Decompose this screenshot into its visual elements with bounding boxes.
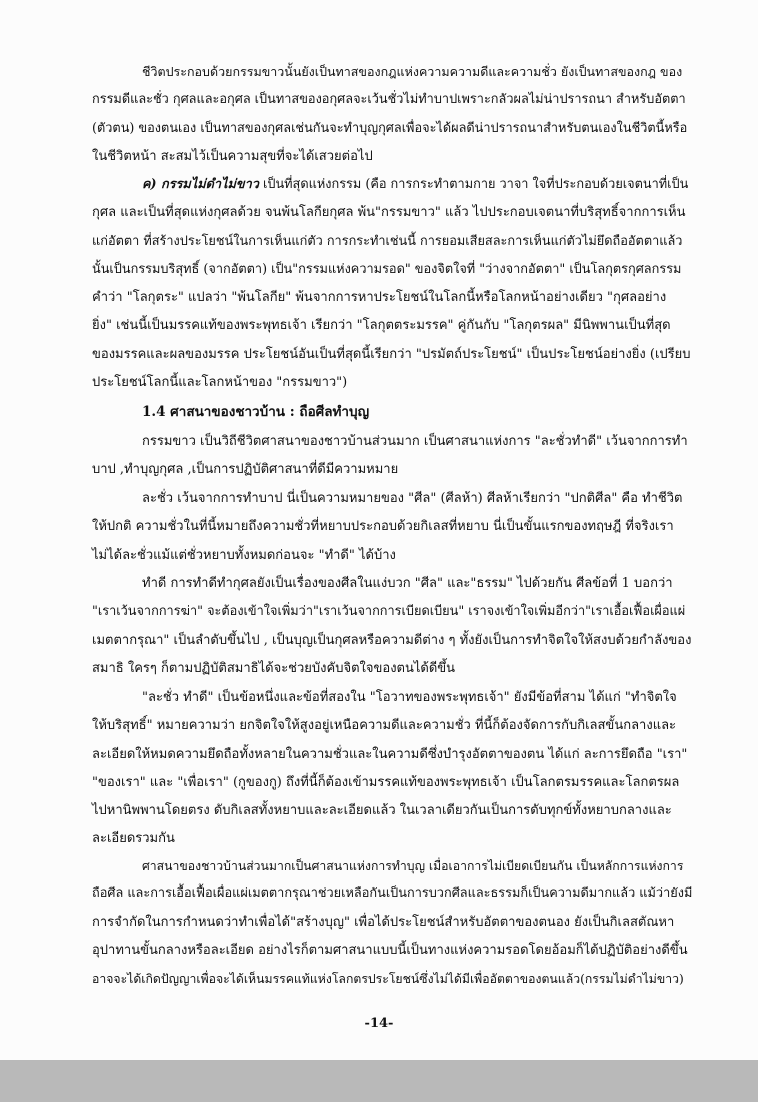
paragraph-2 [92, 171, 692, 397]
text-line: กรรมขาว เป็นวิถีชีวิตศาสนาของชาวบ้านส่วนมาก เป็นศาสนาแห่งการ "ละชั่วทำดี" เว้นจากการทำ [142, 434, 688, 449]
text-line: ให้ปกติ ความชั่วในที่นี้หมายถึงความชั่วที่หยาบประกอบด้วยกิเลสที่หยาบ นี่เป็นขั้นแรกของทฤษฎี ที่จริงเรา [92, 519, 674, 535]
text-line: ทำดี การทำดีทำกุศลยังเป็นเรื่องของศีลในแง่บวก "ศีล" และ"ธรรม" ไปด้วยกัน ศีลข้อที่ 1 บอกว่า [142, 576, 673, 591]
text-line: นั้นเป็นกรรมบริสุทธิ์ (จากอัตตา) เป็น"กรรมแห่งความรอด" ของจิตใจที่ "ว่างจากอัตตา" เป็นโลกุตรกุศลกรรม [92, 261, 682, 277]
paragraph-6 [92, 684, 692, 854]
text-line: ถือศีล และการเอื้อเฟื้อเผื่อแผ่เมตตากรุณาช่วยเหลือกันเป็นการบวกศีลและธรรมก็เป็นความดีมากแล้ว แม้ว่ายังมี [92, 886, 693, 902]
text-line: "ละชั่ว ทำดี" เป็นข้อหนึ่งและข้อที่สองใน "โอวาทของพระพุทธเจ้า" ยังมีข้อที่สาม ได้แก่ "ทำจิตใจ [142, 690, 677, 705]
text-line: ของมรรคและผลของมรรค ประโยชน์อันเป็นที่สุดนี้เรียกว่า "ปรมัตถ์ประโยชน์" เป็นประโยชน์อย่างยิ่ง (เปรียบ [92, 346, 691, 362]
text-line: "ของเรา" และ "เพื่อเรา" (กูของกู) ถึงที่นี้ก็ต้องเข้ามรรคแท้ของพระพุทธเจ้า เป็นโลกตรมรรคและโลกตรผล [92, 774, 680, 790]
text-line: ละชั่ว เว้นจากการทำบาป นี่เป็นความหมายของ "ศีล" (ศีลห้า) ศีลห้าเรียกว่า "ปกติศีล" คือ ทำชีวิต [142, 491, 683, 506]
scan-border [0, 1060, 758, 1102]
text-line: เป็นที่สุดแห่งกรรม (คือ การกระทำตามกาย วาจา ใจที่ประกอบด้วยเจตนาที่เป็น [258, 177, 689, 192]
text-line: อาจจะได้เกิดปัญญาเพื่อจะได้เห็นมรรคแท้แห่งโลกตรประโยชน์ซึ่งไม่ได้มีเพื่ออัตตาของตนแล้ว(กรรมไม่ดำไม่ขาว) [92, 972, 684, 987]
text-line: แก่อัตตา ที่สร้างประโยชน์ในการเห็นแก่ตัว การกระทำเช่นนี้ การยอมเสียสละการเห็นแก่ตัวไม่ยึดถืออัตตาแล้ว [92, 233, 683, 249]
text-line: คำว่า "โลกุตระ" แปลว่า "พ้นโลกีย" พ้นจากการหาประโยชน์ในโลกนี้หรือโลกหน้าอย่างเดียว "กุศลอย่าง [92, 290, 667, 306]
text-line: กรรมดีและชั่ว กุศลและอกุศล เป็นทาสของอกุศลจะเว้นชั่วไม่ทำบาปเพราะกลัวผลไม่น่าปรารถนา สำหรับอัตตา [92, 92, 686, 108]
text-line: (ตัวตน) ของตนเอง เป็นทาสของกุศลเช่นกันจะทำบุญกุศลเพื่อจะได้ผลดีน่าปรารถนาสำหรับตนเองในชีวิตนี้หรือ [92, 120, 688, 136]
text-line: เมตตากรุณา" เป็นลำดับขึ้นไป , เป็นบุญเป็นกุศลหรือความดีต่าง ๆ ทั้งยังเป็นการทำจิตใจให้สงบด้วยกำลังของ [92, 632, 692, 648]
text-line: ศาสนาของชาวบ้านส่วนมากเป็นศาสนาแห่งการทำบุญ เมื่อเอาการไม่เบียดเบียนกัน เป็นหลักการแห่งการ [142, 859, 684, 873]
text-line: ละเอียดรวมกัน [92, 831, 175, 847]
text-line: ชีวิตประกอบด้วยกรรมขาวนั้นยังเป็นทาสของกฎแห่งความความดีและความชั่ว ยังเป็นทาสของกฎ ของ [142, 64, 683, 79]
text-line: ในชีวิตหน้า สะสมไว้เป็นความสุขที่จะได้เสวยต่อไป [92, 148, 373, 164]
section-lead-text: ค) กรรมไม่ดำไม่ขาว [142, 177, 259, 192]
text-line: อุปาทานขั้นกลางหรือละเอียด อย่างไรก็ตามศาสนาแบบนี้เป็นทางแห่งความรอดโดยอ้อมก็ได้ปฏิบัติอย่างดีขึ้น [92, 942, 688, 958]
text-line: บาป ,ทำบุญกุศล ,เป็นการปฏิบัติศาสนาที่ดีมีความหมาย [92, 462, 399, 478]
paragraph-7 [92, 852, 692, 993]
paragraph-1 [92, 58, 692, 171]
page-number: -14- [364, 1016, 394, 1031]
text-line: ให้บริสุทธิ์" หมายความว่า ยกจิตใจให้สูงอยู่เหนือความดีและความชั่ว ที่นี้ก็ต้องจัดการกับกิเลสขั้นกลางและ [92, 718, 677, 734]
text-line: สมาธิ ใครๆ ก็ตามปฏิบัติสมาธิได้จะช่วยบังคับจิตใจของตนได้ดีขึ้น [92, 660, 456, 676]
text-line: กุศล และเป็นที่สุดแห่งกุศลด้วย จนพ้นโลกียกุศล พ้น"กรรมขาว" แล้ว ไปประกอบเจตนาที่บริสุทธิ์จากการเห็น [92, 205, 686, 221]
paragraph-4 [92, 485, 692, 570]
text-line: ไม่ได้ละชั่วแม้แต่ชั่วหยาบทั้งหมดก่อนจะ "ทำดี" ได้บ้าง [92, 547, 396, 563]
text-line: การจำกัดในการกำหนดว่าทำเพื่อได้"สร้างบุญ" เพื่อได้ประโยชน์สำหรับอัตตาของตนอง ยังเป็นกิเลสตัณหา [92, 914, 675, 930]
paragraph-3 [92, 428, 692, 485]
text-line: ประโยชน์โลกนี้และโลกหน้าของ "กรรมขาว") [92, 375, 348, 391]
paragraph-5 [92, 570, 692, 683]
text-line: ไปหานิพพานโดยตรง ดับกิเลสทั้งหยาบและละเอียดแล้ว ในเวลาเดียวกันเป็นการดับทุกข์ทั้งหยาบกลางและ [92, 803, 672, 819]
text-line: ยิ่ง" เช่นนี้เป็นมรรคแท้ของพระพุทธเจ้า เรียกว่า "โลกุตตระมรรค" คู่กันกับ "โลกุตรผล" มีนิพพานเป็นที่สุด [92, 318, 671, 334]
text-line: "เราเว้นจากการฆ่า" จะต้องเข้าใจเพิ่มว่า"เราเว้นจากการเบียดเบียน" เราจงเข้าใจเพิ่มอีกว่า"เราเอื้อเฟื้อเผื่อแผ่ [92, 604, 686, 620]
section-heading: 1.4 ศาสนาของชาวบ้าน : ถือศีลทำบุญ [142, 404, 370, 420]
text-line: ละเอียดให้หมดความยึดถือทั้งหลายในความชั่วและในความดีซึ่งบำรุงอัตตาของตน ได้แก่ ละการยึดถือ "เรา" [92, 746, 688, 762]
